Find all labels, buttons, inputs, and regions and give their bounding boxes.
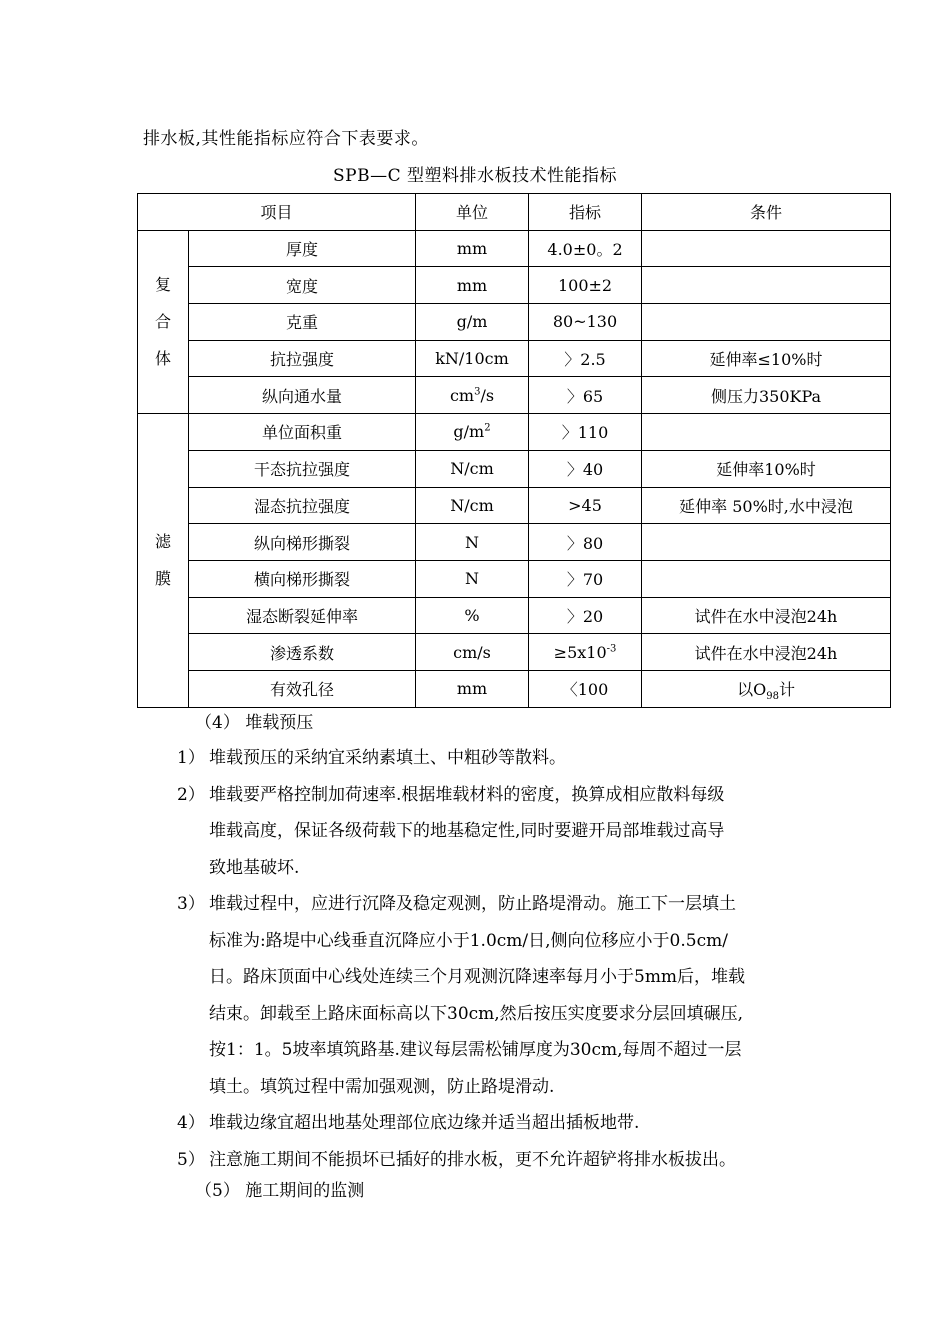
cell-unit: % [416, 597, 529, 634]
list-item-line: 日。路床顶面中心线处连续三个月观测沉降速率每月小于5mm后，堆载 [209, 967, 746, 987]
spec-table [137, 193, 891, 708]
cell-unit: g/m [416, 304, 529, 341]
cell-condition [642, 524, 891, 561]
section4-title: （4） 堆载预压 [195, 713, 314, 733]
table-row [138, 340, 891, 377]
cell-item: 厚度 [189, 230, 416, 267]
cell-condition: 延伸率 50%时,水中浸泡 [642, 487, 891, 524]
cell-unit: cm/s [416, 634, 529, 671]
table-header-row [138, 194, 891, 231]
group-label [138, 414, 189, 708]
cell-index: 〈100 [529, 670, 642, 707]
header-condition: 条件 [642, 194, 891, 231]
group-label-char: 膜 [154, 569, 171, 589]
cell-item: 干态抗拉强度 [189, 450, 416, 487]
header-item: 项目 [138, 194, 416, 231]
cell-item: 抗拉强度 [189, 340, 416, 377]
list-item-line: 堆载高度，保证各级荷载下的地基稳定性,同时要避开局部堆载过高导 [209, 821, 725, 841]
table-row [138, 230, 891, 267]
cell-condition: 延伸率10%时 [642, 450, 891, 487]
table-title: SPB—C 型塑料排水板技术性能指标 [333, 166, 617, 186]
list-item-line: 致地基破坏. [209, 857, 300, 878]
cell-index: 〉80 [529, 524, 642, 561]
cell-index: 100±2 [529, 267, 642, 304]
cell-item: 有效孔径 [189, 670, 416, 707]
cell-index: 80~130 [529, 304, 642, 341]
intro-line: 排水板,其性能指标应符合下表要求。 [143, 129, 429, 149]
header-unit: 单位 [416, 194, 529, 231]
cell-unit: N [416, 560, 529, 597]
list-item [177, 1142, 857, 1179]
list-item-line: 标准为:路堤中心线垂直沉降应小于1.0cm/日,侧向位移应小于0.5cm/ [209, 930, 728, 951]
table-row [138, 450, 891, 487]
table-row [138, 524, 891, 561]
cell-unit: mm [416, 267, 529, 304]
list-item [177, 886, 857, 1105]
group-label-char: 合 [154, 312, 171, 332]
list-item-number: 2） [177, 784, 205, 805]
cell-unit: kN/10cm [416, 340, 529, 377]
index-base: ≥5x10 [553, 642, 607, 662]
list-item-line: 堆载预压的采纳宜采纳素填土、中粗砂等散料。 [209, 748, 566, 768]
unit-superscript: 2 [484, 423, 491, 435]
unit-superscript: 3 [474, 386, 481, 398]
cell-index: 〉70 [529, 560, 642, 597]
unit-tail: /s [480, 385, 495, 405]
list-item-line: 按1：1。5坡率填筑路基.建议每层需松铺厚度为30cm,每周不超过一层 [209, 1040, 742, 1060]
list-item-text [209, 740, 857, 777]
condition-subscript: 98 [766, 691, 779, 703]
cell-item: 湿态断裂延伸率 [189, 597, 416, 634]
group-label-char: 体 [154, 349, 171, 369]
cell-item: 纵向梯形撕裂 [189, 524, 416, 561]
table-row [138, 377, 891, 414]
list-item-line: 堆载边缘宜超出地基处理部位底边缘并适当超出插板地带. [209, 1113, 640, 1133]
list-item-number: 4） [177, 1113, 205, 1133]
cell-condition: 试件在水中浸泡24h [642, 597, 891, 634]
cell-item: 克重 [189, 304, 416, 341]
cell-item: 渗透系数 [189, 634, 416, 671]
list-item-text [209, 886, 857, 1105]
cell-unit: N/cm [416, 487, 529, 524]
cell-index: 〉2.5 [529, 340, 642, 377]
cell-index [529, 634, 642, 671]
list-item-text [209, 1105, 857, 1142]
list-item-text [209, 1142, 857, 1179]
list-item [177, 777, 857, 887]
cell-unit: mm [416, 670, 529, 707]
cell-condition: 延伸率≤10%时 [642, 340, 891, 377]
group-label-char: 复 [154, 275, 171, 295]
list-item-line: 堆载要严格控制加荷速率.根据堆载材料的密度，换算成相应散料每级 [209, 784, 725, 805]
table-row [138, 267, 891, 304]
cell-item: 单位面积重 [189, 414, 416, 451]
cell-condition [642, 304, 891, 341]
cell-condition: 侧压力350KPa [642, 377, 891, 414]
list-item-line: 注意施工期间不能损坏已插好的排水板，更不允许超铲将排水板拔出。 [209, 1149, 736, 1170]
cell-index: 〉20 [529, 597, 642, 634]
table-row [138, 487, 891, 524]
cell-condition [642, 267, 891, 304]
cell-condition [642, 414, 891, 451]
table-row [138, 414, 891, 451]
list-item [177, 1105, 857, 1142]
unit-base: cm [449, 385, 475, 405]
group-label-char: 滤 [154, 532, 171, 552]
cell-index: 〉65 [529, 377, 642, 414]
cell-condition [642, 230, 891, 267]
cell-index: 〉110 [529, 414, 642, 451]
cell-unit: N [416, 524, 529, 561]
cell-unit: N/cm [416, 450, 529, 487]
list-item [177, 740, 857, 777]
cell-unit: mm [416, 230, 529, 267]
unit-base: g/m [453, 422, 485, 442]
cell-item: 纵向通水量 [189, 377, 416, 414]
index-superscript: -3 [606, 643, 617, 655]
header-index: 指标 [529, 194, 642, 231]
cell-item: 湿态抗拉强度 [189, 487, 416, 524]
section4-list [177, 740, 857, 1178]
cell-condition [642, 560, 891, 597]
table-row [138, 560, 891, 597]
group-label [138, 230, 189, 413]
cell-index: 〉40 [529, 450, 642, 487]
cell-unit [416, 377, 529, 414]
cell-index: >45 [529, 487, 642, 524]
list-item-number: 5） [177, 1149, 205, 1170]
table-row [138, 304, 891, 341]
table-row [138, 597, 891, 634]
list-item-line: 堆载过程中，应进行沉降及稳定观测，防止路堤滑动。施工下一层填土 [209, 894, 736, 914]
section5-title: （5） 施工期间的监测 [195, 1181, 365, 1201]
condition-tail: 计 [778, 680, 795, 700]
list-item-text [209, 777, 857, 887]
cell-condition [642, 670, 891, 707]
table-row [138, 670, 891, 707]
cell-unit [416, 414, 529, 451]
list-item-number: 1） [177, 748, 205, 768]
cell-item: 宽度 [189, 267, 416, 304]
condition-base: 以O [737, 680, 767, 700]
list-item-line: 填土。填筑过程中需加强观测，防止路堤滑动. [209, 1076, 555, 1097]
list-item-number: 3） [177, 894, 205, 914]
cell-item: 横向梯形撕裂 [189, 560, 416, 597]
cell-condition: 试件在水中浸泡24h [642, 634, 891, 671]
list-item-line: 结束。卸载至上路床面标高以下30cm,然后按压实度要求分层回填碾压, [209, 1003, 744, 1024]
table-row [138, 634, 891, 671]
cell-index: 4.0±0。2 [529, 230, 642, 267]
